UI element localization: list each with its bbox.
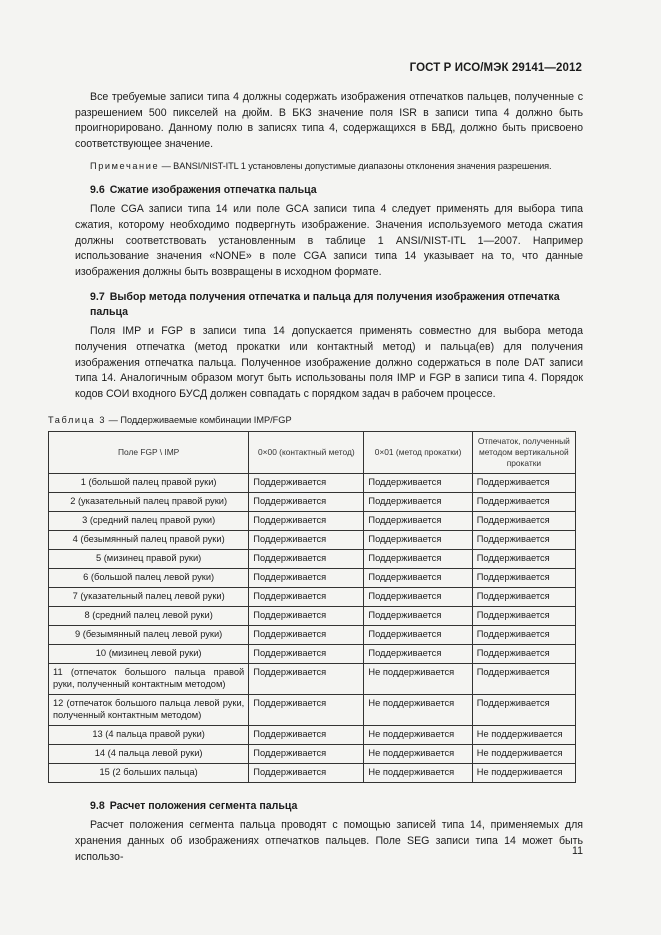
intro-paragraph: Все требуемые записи типа 4 должны содержать изображения отпечатков пальцев, полученные с разрешением 500 пикселей на дюйм. В БКЗ значение поля ISR в записи типа 4 должно быть проигнорировано. Данному полю в записях типа 4, содержащихся в БВД, должно быть присвоено соответствующее значение. <box>75 91 583 150</box>
support-cell: Поддерживается <box>364 512 472 531</box>
section-title: Сжатие изображения отпечатка пальца <box>109 184 317 197</box>
fgp-cell: 14 (4 пальца левой руки) <box>49 745 249 764</box>
table-row <box>49 588 576 607</box>
support-cell: Поддерживается <box>249 626 364 645</box>
table-caption-label: Таблица 3 <box>48 415 107 426</box>
fgp-cell: 13 (4 пальца правой руки) <box>49 726 249 745</box>
support-cell: Поддерживается <box>364 569 472 588</box>
fgp-cell: 11 (отпечаток большого пальца правой руки, полученный контактным методом) <box>49 664 249 695</box>
support-cell: Не поддерживается <box>364 764 472 783</box>
table-caption-text: — Поддерживаемые комбинации IMP/FGP <box>106 415 292 426</box>
support-cell: Поддерживается <box>249 550 364 569</box>
header-rolled-method: 0×01 (метод прокатки) <box>364 432 472 474</box>
support-cell: Поддерживается <box>249 664 364 695</box>
section-number: 9.8 <box>90 800 105 813</box>
page-number: 11 <box>572 845 583 857</box>
support-cell: Поддерживается <box>472 626 575 645</box>
support-cell: Не поддерживается <box>472 745 575 764</box>
table-row <box>49 607 576 626</box>
table-row <box>49 531 576 550</box>
fgp-cell: 9 (безымянный палец левой руки) <box>49 626 249 645</box>
header-contact-method: 0×00 (контактный метод) <box>249 432 364 474</box>
note <box>75 160 583 173</box>
section-title: Выбор метода получения отпечатка и пальца для получения изображения отпечатка пальца <box>90 291 560 319</box>
support-cell: Поддерживается <box>249 474 364 493</box>
support-cell: Поддерживается <box>364 588 472 607</box>
support-cell: Поддерживается <box>364 607 472 626</box>
support-cell: Поддерживается <box>249 493 364 512</box>
page-content <box>48 90 583 865</box>
note-label: Примечание <box>90 161 160 172</box>
fgp-cell: 4 (безымянный палец правой руки) <box>49 531 249 550</box>
fgp-cell: 7 (указательный палец левой руки) <box>49 588 249 607</box>
table-caption <box>48 414 583 426</box>
support-cell: Не поддерживается <box>364 726 472 745</box>
table-row <box>49 745 576 764</box>
header-vertical-rolled: Отпечаток, полученный методом вертикальной прокатки <box>472 432 575 474</box>
support-cell: Поддерживается <box>364 550 472 569</box>
support-cell: Не поддерживается <box>364 745 472 764</box>
section-heading-9-7 <box>75 290 583 320</box>
section-number: 9.7 <box>90 291 105 304</box>
support-cell: Поддерживается <box>472 531 575 550</box>
fgp-cell: 12 (отпечаток большого пальца левой руки, полученный контактным методом) <box>49 695 249 726</box>
table-row <box>49 474 576 493</box>
fgp-cell: 5 (мизинец правой руки) <box>49 550 249 569</box>
support-cell: Поддерживается <box>472 550 575 569</box>
section-number: 9.6 <box>90 184 105 197</box>
fgp-cell: 1 (большой палец правой руки) <box>49 474 249 493</box>
fgp-cell: 3 (средний палец правой руки) <box>49 512 249 531</box>
note-text: — ВANSI/NIST-ITL 1 установлены допустимые диапазоны отклонения значения разрешения. <box>159 161 552 172</box>
section-heading-9-8 <box>75 799 583 814</box>
table-row <box>49 569 576 588</box>
support-cell: Поддерживается <box>472 493 575 512</box>
support-cell: Поддерживается <box>249 512 364 531</box>
support-cell: Поддерживается <box>472 588 575 607</box>
support-cell: Поддерживается <box>249 695 364 726</box>
support-cell: Поддерживается <box>249 588 364 607</box>
fgp-cell: 2 (указательный палец правой руки) <box>49 493 249 512</box>
section-9-7-paragraph: Поля IMP и FGP в записи типа 14 допускается применять совместно для выбора метода получения отпечатка (метод прокатки или контактный метод) и пальца(ев) для получения изображения отпечатка пальца. Полученное изображение должно содержаться в поле DAT записи типа 14. Аналогичным образом могут быть использованы поля IMP и FGP в записи типа 4. Порядок кодов СОИ входного БУСД должен совпадать с порядком задач в рабочем процессе. <box>75 325 583 400</box>
table-row <box>49 493 576 512</box>
section-9-8-paragraph: Расчет положения сегмента пальца проводят с помощью записей типа 14, применяемых для хранения данных об изображениях отпечатков пальцев. Поле SEG записи типа 14 может быть использо- <box>75 819 583 863</box>
support-cell: Не поддерживается <box>472 764 575 783</box>
support-cell: Поддерживается <box>249 607 364 626</box>
table-header-row <box>49 432 576 474</box>
table-row <box>49 645 576 664</box>
fgp-cell: 8 (средний палец левой руки) <box>49 607 249 626</box>
table-row <box>49 664 576 695</box>
support-cell: Поддерживается <box>472 695 575 726</box>
table-body <box>49 474 576 783</box>
table-row <box>49 695 576 726</box>
support-cell: Поддерживается <box>364 645 472 664</box>
support-cell: Поддерживается <box>249 531 364 550</box>
imp-fgp-table <box>48 431 576 783</box>
table-row <box>49 626 576 645</box>
support-cell: Поддерживается <box>249 745 364 764</box>
support-cell: Поддерживается <box>472 607 575 626</box>
support-cell: Поддерживается <box>472 474 575 493</box>
support-cell: Поддерживается <box>364 626 472 645</box>
support-cell: Поддерживается <box>249 645 364 664</box>
section-heading-9-6 <box>75 183 583 198</box>
table-row <box>49 512 576 531</box>
header-fgp-imp: Поле FGP \ IMP <box>49 432 249 474</box>
support-cell: Не поддерживается <box>364 695 472 726</box>
table-row <box>49 550 576 569</box>
support-cell: Поддерживается <box>472 664 575 695</box>
section-9-6-paragraph: Поле CGA записи типа 14 или поле GCA записи типа 4 следует применять для выбора типа сжатия, которому необходимо подвергнуть изображение. Значения используемого метода сжатия должны соответствовать установленным в таблице 1 ANSI/NIST-ITL 1—2007. Например использование значения «NONE» в поле CGA записи типа 14 указывает на то, что данные изображения должны быть возвращены в исходном формате. <box>75 203 583 278</box>
support-cell: Поддерживается <box>249 764 364 783</box>
table-row <box>49 726 576 745</box>
support-cell: Поддерживается <box>364 493 472 512</box>
document-header: ГОСТ Р ИСО/МЭК 29141—2012 <box>409 62 582 74</box>
support-cell: Не поддерживается <box>472 726 575 745</box>
fgp-cell: 15 (2 больших пальца) <box>49 764 249 783</box>
support-cell: Поддерживается <box>472 512 575 531</box>
support-cell: Поддерживается <box>472 645 575 664</box>
support-cell: Поддерживается <box>249 569 364 588</box>
support-cell: Поддерживается <box>364 531 472 550</box>
section-title: Расчет положения сегмента пальца <box>109 800 298 813</box>
support-cell: Поддерживается <box>364 474 472 493</box>
support-cell: Поддерживается <box>472 569 575 588</box>
fgp-cell: 6 (большой палец левой руки) <box>49 569 249 588</box>
support-cell: Не поддерживается <box>364 664 472 695</box>
fgp-cell: 10 (мизинец левой руки) <box>49 645 249 664</box>
support-cell: Поддерживается <box>249 726 364 745</box>
table-row <box>49 764 576 783</box>
